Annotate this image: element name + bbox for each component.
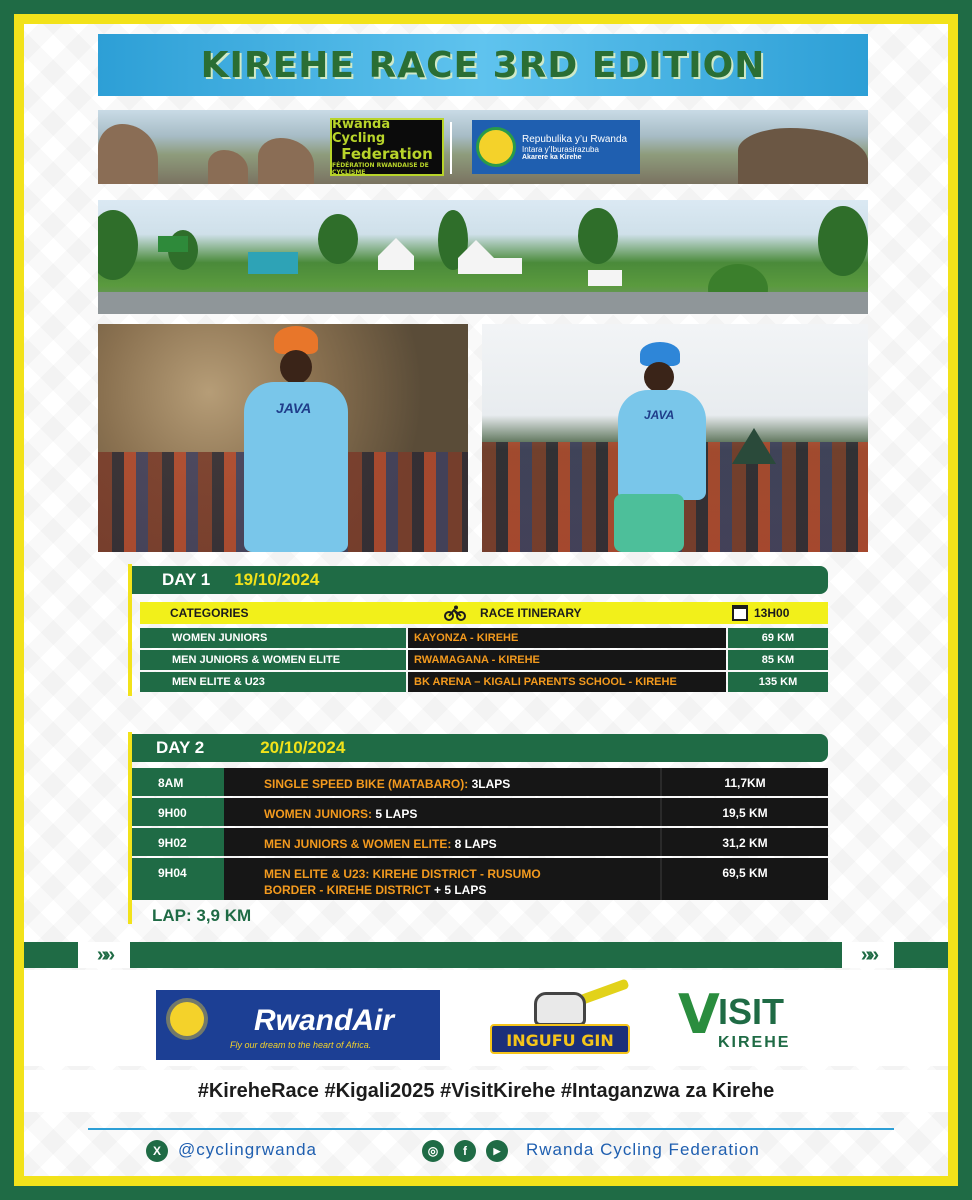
poster	[24, 24, 948, 1176]
rider-photo-left	[98, 324, 468, 552]
rider-photo-right	[482, 324, 868, 552]
start-time: 9H00	[132, 798, 224, 826]
distance-cell: 69 KM	[728, 628, 828, 648]
sponsors	[24, 970, 948, 1066]
race-name: MEN ELITE & U23: KIREHE DISTRICT - RUSUMO BORDER - KIREHE DISTRICT	[264, 867, 541, 897]
rider-shorts	[614, 494, 684, 552]
race-laps: 5 LAPS	[372, 807, 418, 821]
jersey-logo: JAVA	[644, 408, 675, 422]
hashtags: #KireheRace #Kigali2025 #VisitKirehe #Intaganzwa za Kirehe	[24, 1070, 948, 1112]
race-description	[264, 866, 564, 898]
category-cell: MEN JUNIORS & WOMEN ELITE	[140, 650, 406, 670]
chevron-band	[24, 942, 948, 968]
visit-word: ISIT	[718, 991, 785, 1032]
title-banner	[98, 34, 868, 96]
day2-row	[132, 798, 828, 826]
visit-kirehe-logo	[678, 983, 818, 1060]
rwandair-logo	[156, 990, 440, 1060]
logo-divider	[450, 122, 452, 174]
itinerary-header: RACE ITINERARY	[480, 606, 582, 620]
categories-header: CATEGORIES	[170, 606, 249, 620]
day1-table-header	[140, 602, 828, 624]
day2-date: 20/10/2024	[260, 738, 346, 757]
footer-divider	[88, 1128, 894, 1130]
race-name: WOMEN JUNIORS:	[264, 807, 372, 821]
rock-image	[208, 150, 248, 184]
itinerary-cell: BK ARENA – KIGALI PARENTS SCHOOL - KIREHE	[408, 672, 726, 692]
footer	[24, 1136, 948, 1168]
flag	[158, 236, 188, 252]
day1-row	[140, 650, 828, 670]
day2-row	[132, 858, 828, 900]
rock-image	[258, 138, 314, 184]
race-name: SINGLE SPEED BIKE (MATABARO):	[264, 777, 469, 791]
chevron-icon: »»	[842, 942, 894, 968]
tent	[458, 240, 494, 258]
rcf-logo-line3: FÉDÉRATION RWANDAISE DE CYCLISME	[332, 162, 429, 176]
rider-head	[644, 362, 674, 392]
rwandair-name: RwandAir	[254, 1004, 395, 1037]
rock-image	[738, 128, 868, 184]
youtube-icon[interactable]: ▶	[486, 1140, 508, 1162]
day1-label: DAY 1	[162, 570, 211, 589]
race-laps: 3LAPS	[468, 777, 511, 791]
start-time: 9H02	[132, 828, 224, 856]
rcf-logo-line1: Rwanda Cycling	[332, 117, 391, 146]
instagram-icon[interactable]: ◎	[422, 1140, 444, 1162]
race-distance: 31,2 KM	[660, 828, 828, 856]
ingufu-name: INGUFU GIN	[490, 1024, 630, 1054]
category-cell: WOMEN JUNIORS	[140, 628, 406, 648]
jersey-logo: JAVA	[276, 400, 312, 416]
category-cell: MEN ELITE & U23	[140, 672, 406, 692]
day1-section	[128, 564, 828, 696]
distance-cell: 135 KM	[728, 672, 828, 692]
start-time-header: 13H00	[754, 606, 790, 620]
race-description	[264, 836, 644, 852]
fist-icon	[534, 992, 586, 1026]
day2-section	[128, 732, 828, 924]
race-distance: 11,7KM	[660, 768, 828, 796]
road	[98, 292, 868, 314]
day1-row	[140, 672, 828, 692]
lap-length-note: LAP: 3,9 KM	[152, 906, 252, 925]
tent	[378, 256, 414, 270]
tree	[578, 208, 618, 264]
tree	[98, 210, 138, 280]
visit-v: V	[678, 983, 720, 1046]
rwanda-cycling-federation-logo	[330, 118, 444, 176]
tree	[318, 214, 358, 264]
logo-banner	[98, 110, 868, 184]
x-icon[interactable]: X	[146, 1140, 168, 1162]
start-time: 8AM	[132, 768, 224, 796]
day2-header	[132, 734, 828, 762]
federation-name: Rwanda Cycling Federation	[526, 1140, 760, 1159]
race-distance: 19,5 KM	[660, 798, 828, 826]
vehicle	[588, 270, 622, 286]
poster-title: KIREHE RACE 3RD EDITION	[200, 44, 766, 86]
distance-cell: 85 KM	[728, 650, 828, 670]
itinerary-cell: KAYONZA - KIREHE	[408, 628, 726, 648]
chevron-icon: »»	[78, 942, 130, 968]
rider-head	[280, 350, 312, 384]
day1-row	[140, 628, 828, 648]
rwanda-seal-icon	[476, 127, 516, 167]
rwandair-tagline: Fly our dream to the heart of Africa.	[230, 1040, 372, 1050]
day1-date: 19/10/2024	[234, 570, 320, 589]
rider-jersey	[618, 390, 706, 500]
facebook-icon[interactable]: f	[454, 1140, 476, 1162]
day2-row	[132, 768, 828, 796]
race-laps: + 5 LAPS	[430, 883, 487, 897]
race-description	[264, 776, 644, 792]
tree	[818, 206, 868, 276]
day1-header	[132, 566, 828, 594]
start-time: 9H04	[132, 858, 224, 900]
rcf-logo-line2: Federation	[341, 145, 433, 163]
sun-icon	[170, 1002, 204, 1036]
visit-place: KIREHE	[718, 1034, 791, 1051]
rock-image	[98, 124, 158, 184]
bicycle-icon	[444, 605, 466, 621]
day2-label: DAY 2	[156, 738, 205, 757]
government-logo	[472, 120, 640, 174]
itinerary-cell: RWAMAGANA - KIREHE	[408, 650, 726, 670]
road-sign	[732, 428, 776, 464]
ingufu-gin-logo	[490, 990, 630, 1060]
race-laps: 8 LAPS	[451, 837, 497, 851]
race-distance: 69,5 KM	[660, 858, 828, 900]
tent	[458, 258, 522, 274]
race-name: MEN JUNIORS & WOMEN ELITE:	[264, 837, 452, 851]
gov-line3: Akarere ka Kirehe	[522, 153, 582, 161]
gov-line2: Intara y’Iburasirazuba	[522, 144, 599, 154]
stage-truck	[248, 252, 298, 274]
social-handle[interactable]: @cyclingrwanda	[178, 1140, 317, 1159]
race-description	[264, 806, 644, 822]
day2-row	[132, 828, 828, 856]
tent	[378, 238, 414, 256]
gov-line1: Repubulika y’u Rwanda	[522, 133, 628, 145]
venue-photo	[98, 200, 868, 314]
calendar-icon	[732, 605, 748, 621]
